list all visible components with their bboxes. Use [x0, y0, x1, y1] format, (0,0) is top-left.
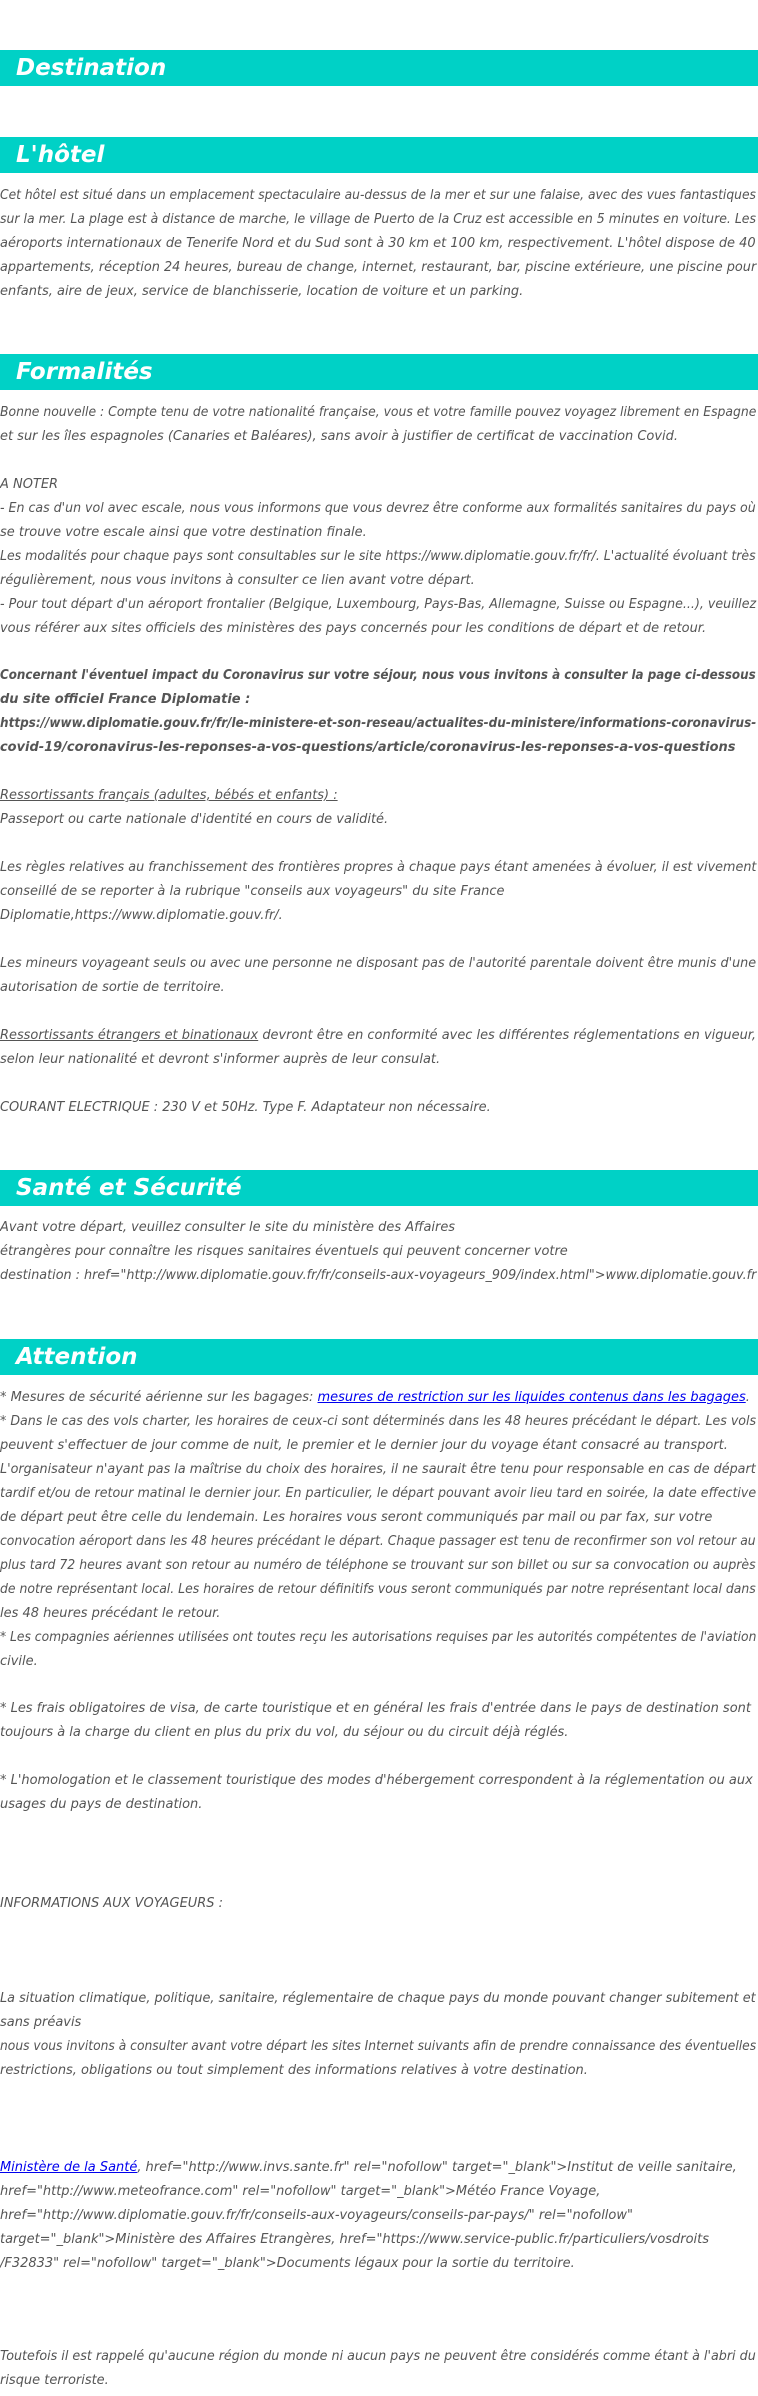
text-line: vous référer aux sites officiels des ministères des pays concernés pour les conditions de départ et de retour. — [0, 621, 707, 636]
formalites-courant — [0, 1096, 758, 1120]
text-line: Passeport ou carte nationale d'identité en cours de validité. — [0, 812, 389, 827]
text-line: les 48 heures précédant le retour. — [0, 1606, 221, 1621]
text-line: /F32833" rel="nofollow" target="_blank">Documents légaux pour la sortie du territoire. — [0, 2256, 575, 2271]
text-line: appartements, réception 24 heures, bureau de change, internet, restaurant, bar, piscine extérieure, une piscine pour — [0, 260, 757, 275]
text-line: Avant votre départ, veuillez consulter le site du ministère des Affaires — [0, 1220, 456, 1235]
text-line: Les règles relatives au franchissement des frontières propres à chaque pays étant amenées à évoluer, il est vivement — [0, 860, 757, 875]
text-line: nous vous invitons à consulter avant votre départ les sites Internet suivants afin de prendre connaissance des éventuelles — [0, 2039, 757, 2054]
liens-text: , href="http://www.invs.sante.fr" rel="nofollow" target="_blank">Institut de veille sanitaire, — [137, 2160, 737, 2175]
formalites-intro — [0, 401, 758, 449]
text-line: - En cas d'un vol avec escale, nous vous informons que vous devrez être conforme aux formalités sanitaires du pays où — [0, 501, 756, 516]
ministere-sante-link[interactable]: Ministère de la Santé — [0, 2160, 138, 2175]
text-line: Bonne nouvelle : Compte tenu de votre nationalité française, vous et votre famille pouvez voyagez librement en Espagne — [0, 405, 757, 420]
hotel-description — [0, 184, 758, 304]
text-line: risque terroriste. — [0, 2373, 109, 2388]
mesures-suffix: . — [745, 1390, 750, 1405]
text-line: Diplomatie,https://www.diplomatie.gouv.fr/. — [0, 908, 283, 923]
sante-heading: Santé et Sécurité — [0, 1170, 758, 1206]
text-line — [0, 1386, 756, 1410]
ressortissants-heading: Ressortissants français (adultes, bébés et enfants) : — [0, 788, 338, 803]
text-line: civile. — [0, 1654, 38, 1669]
infos-voyageurs-heading — [0, 1892, 758, 1916]
attention-heading: Attention — [0, 1339, 758, 1375]
attention-terrorisme — [0, 2345, 758, 2393]
text-line: du site officiel France Diplomatie : — [0, 692, 251, 707]
text-line: L'organisateur n'ayant pas la maîtrise du choix des horaires, il ne saurait être tenu pour responsable en cas de départ — [0, 1462, 756, 1477]
attention-frais — [0, 1697, 758, 1745]
etrangers-heading: Ressortissants étrangers et binationaux — [0, 1028, 259, 1043]
text-line: conseillé de se reporter à la rubrique "conseils aux voyageurs" du site France — [0, 884, 505, 899]
text-line: peuvent s'effectuer de jour comme de nuit, le premier et le dernier jour du voyage étant consacré au transport. — [0, 1438, 728, 1453]
liquides-restriction-link[interactable]: mesures de restriction sur les liquides contenus dans les bagages — [317, 1390, 746, 1405]
text-line: * L'homologation et le classement touristique des modes d'hébergement correspondent à la réglementation ou aux — [0, 1773, 753, 1788]
formalites-ressortissants — [0, 784, 758, 832]
hotel-heading: L'hôtel — [0, 137, 758, 173]
etrangers-text: devront être en conformité avec les différentes réglementations en vigueur, — [258, 1028, 757, 1043]
text-line: aéroports internationaux de Tenerife Nord et du Sud sont à 30 km et 100 km, respectivement. L'hôtel dispose de 40 — [0, 236, 756, 251]
text-line: étrangères pour connaître les risques sanitaires éventuels qui peuvent concerner votre — [0, 1244, 568, 1259]
text-line: target="_blank">Ministère des Affaires Etrangères, href="https://www.service-public.fr/particuliers/vosdroits — [0, 2232, 709, 2247]
text-line: Les modalités pour chaque pays sont consultables sur le site https://www.diplomatie.gouv.fr/fr/. L'actualité évoluant très — [0, 549, 756, 564]
text-line: href="http://www.meteofrance.com" rel="nofollow" target="_blank">Météo France Voyage, — [0, 2184, 601, 2199]
text-line: sans préavis — [0, 2015, 82, 2030]
attention-charter — [0, 1410, 758, 1674]
text-line: A NOTER — [0, 477, 59, 492]
text-line: convocation aéroport dans les 48 heures précédant le départ. Chaque passager est tenu de reconfirmer son vol retour au — [0, 1534, 756, 1549]
text-line: autorisation de sortie de territoire. — [0, 980, 225, 995]
formalites-heading: Formalités — [0, 354, 758, 390]
text-line: href="http://www.diplomatie.gouv.fr/fr/conseils-aux-voyageurs/conseils-par-pays/" rel="nofollow" — [0, 2208, 633, 2223]
text-line: * Dans le cas des vols charter, les horaires de ceux-ci sont déterminés dans les 48 heures précédant le départ. Les vols — [0, 1414, 757, 1429]
mesures-prefix: * Mesures de sécurité aérienne sur les bagages: — [0, 1390, 318, 1405]
text-line: destination : href="http://www.diplomatie.gouv.fr/fr/conseils-aux-voyageurs_909/index.html">www.diplomatie.gouv.fr — [0, 1268, 757, 1283]
attention-mesures — [0, 1386, 758, 1410]
text-line: INFORMATIONS AUX VOYAGEURS : — [0, 1896, 223, 1911]
text-line: Cet hôtel est situé dans un emplacement spectaculaire au-dessus de la mer et sur une falaise, avec des vues fantastiques — [0, 188, 756, 203]
text-line: restrictions, obligations ou tout simplement des informations relatives à votre destination. — [0, 2063, 588, 2078]
text-line: COURANT ELECTRIQUE : 230 V et 50Hz. Type F. Adaptateur non nécessaire. — [0, 1100, 491, 1115]
text-line: tardif et/ou de retour matinal le dernier jour. En particulier, le départ pouvant avoir lieu tard en soirée, la date effective — [0, 1486, 757, 1501]
text-line: - Pour tout départ d'un aéroport frontalier (Belgique, Luxembourg, Pays-Bas, Allemagne, Suisse ou Espagne...), veuillez — [0, 597, 757, 612]
formalites-regles — [0, 856, 758, 928]
text-line: https://www.diplomatie.gouv.fr/fr/le-ministere-et-son-reseau/actualites-du-ministere/informations-coronavirus- — [0, 716, 757, 731]
text-line: sur la mer. La plage est à distance de marche, le village de Puerto de la Cruz est accessible en 5 minutes en voiture. Les — [0, 212, 756, 227]
text-line: Toutefois il est rappelé qu'aucune région du monde ni aucun pays ne peuvent être considérés comme étant à l'abri du — [0, 2349, 756, 2364]
formalites-etrangers — [0, 1024, 758, 1072]
destination-heading: Destination — [0, 50, 758, 86]
text-line: * Les frais obligatoires de visa, de carte touristique et en général les frais d'entrée dans le pays de destination sont — [0, 1701, 751, 1716]
text-line: et sur les îles espagnoles (Canaries et Baléares), sans avoir à justifier de certificat de vaccination Covid. — [0, 429, 678, 444]
text-line: enfants, aire de jeux, service de blanchisserie, location de voiture et un parking. — [0, 284, 524, 299]
attention-liens — [0, 2156, 758, 2276]
text-line: régulièrement, nous vous invitons à consulter ce lien avant votre départ. — [0, 573, 475, 588]
text-line: Les mineurs voyageant seuls ou avec une personne ne disposant pas de l'autorité parentale doivent être munis d'une — [0, 956, 757, 971]
text-line: La situation climatique, politique, sanitaire, réglementaire de chaque pays du monde pouvant changer subitement et — [0, 1991, 756, 2006]
text-line: de notre représentant local. Les horaires de retour définitifs vous seront communiqués par notre représentant local dans — [0, 1582, 756, 1597]
text-line: plus tard 72 heures avant son retour au numéro de téléphone se trouvant sur son billet ou sur sa convocation ou auprès — [0, 1558, 756, 1573]
text-line: selon leur nationalité et devront s'informer auprès de leur consulat. — [0, 1052, 441, 1067]
attention-homologation — [0, 1769, 758, 1817]
text-line — [0, 1024, 757, 1048]
text-line: Concernant l'éventuel impact du Coronavirus sur votre séjour, nous vous invitons à consulter la page ci-dessous — [0, 668, 756, 683]
text-line: de départ peut être celle du lendemain. Les horaires vous seront communiqués par mail ou par fax, sur votre — [0, 1510, 713, 1525]
text-line — [0, 2156, 756, 2180]
text-line: se trouve votre escale ainsi que votre destination finale. — [0, 525, 367, 540]
formalites-coronavirus — [0, 664, 758, 760]
text-line: toujours à la charge du client en plus du prix du vol, du séjour ou du circuit déjà réglés. — [0, 1725, 569, 1740]
text-line: usages du pays de destination. — [0, 1797, 203, 1812]
attention-situation — [0, 1987, 758, 2083]
formalites-mineurs — [0, 952, 758, 1000]
text-line: covid-19/coronavirus-les-reponses-a-vos-questions/article/coronavirus-les-reponses-a-vos-questions — [0, 740, 736, 755]
sante-text — [0, 1216, 758, 1288]
formalites-a-noter — [0, 473, 758, 641]
text-line: * Les compagnies aériennes utilisées ont toutes reçu les autorisations requises par les autorités compétentes de l'aviation — [0, 1630, 757, 1645]
